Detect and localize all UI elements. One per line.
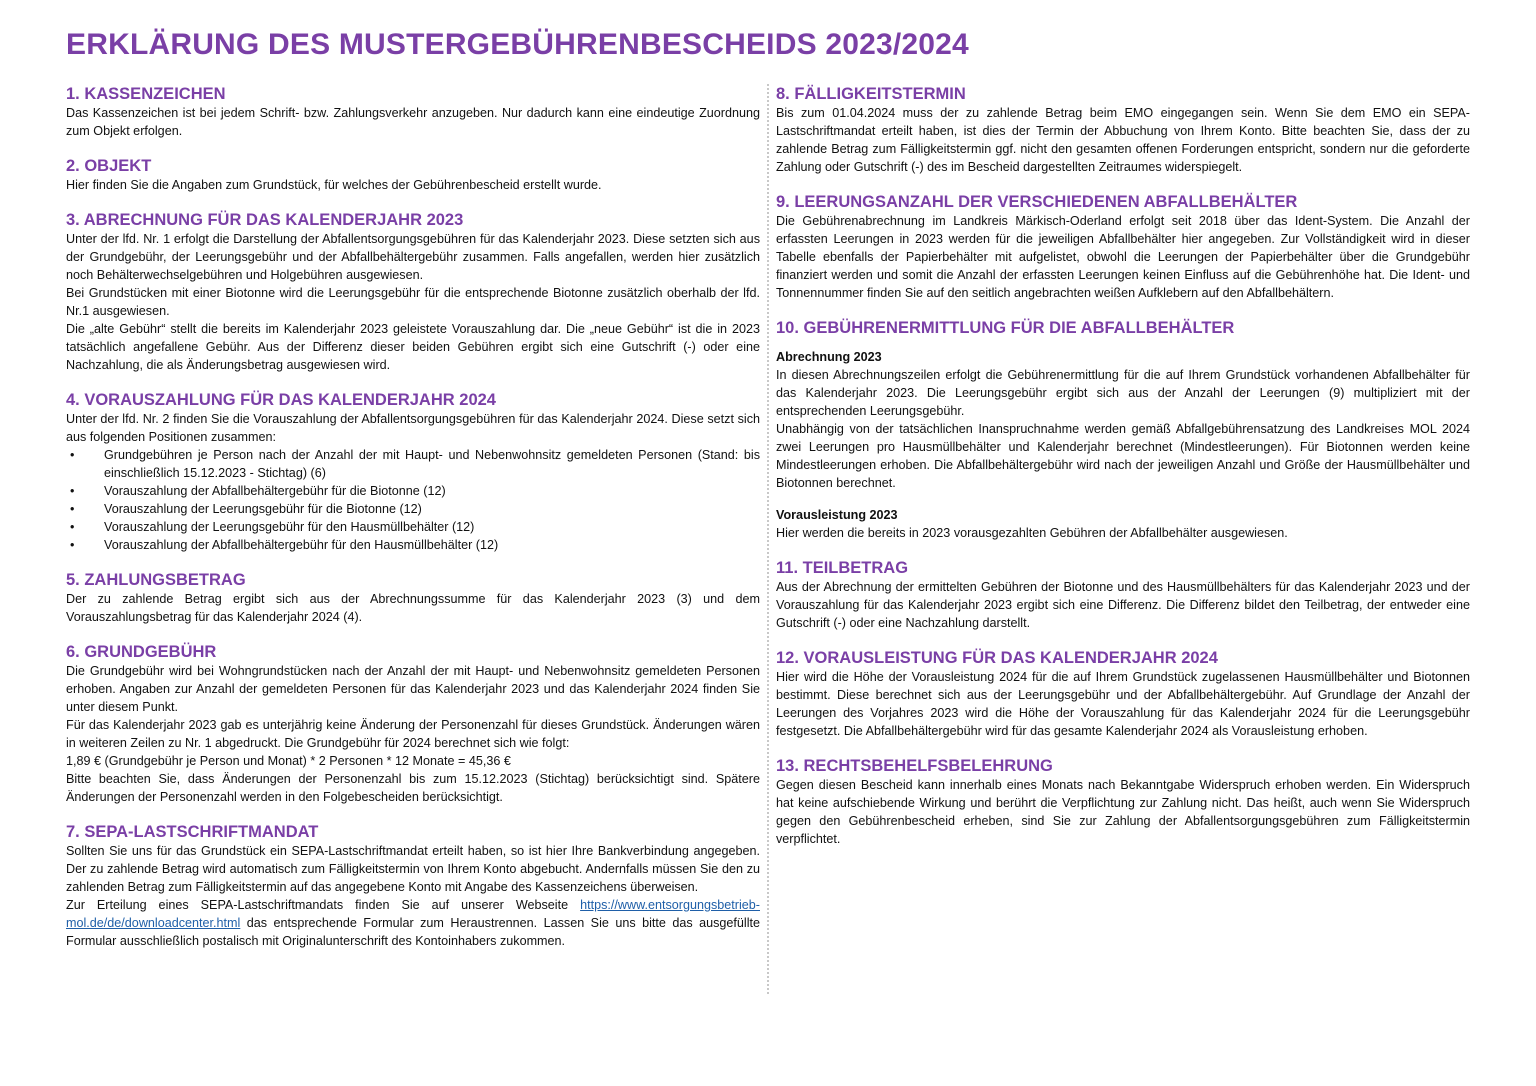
- section-heading: 8. FÄLLIGKEITSTERMIN: [776, 85, 966, 103]
- section-heading: 11. TEILBETRAG: [776, 559, 909, 577]
- section-heading: 3. ABRECHNUNG FÜR DAS KALENDERJAHR 2023: [66, 211, 464, 229]
- section-kassenzeichen: [66, 84, 760, 140]
- section-zahlungsbetrag: [66, 570, 760, 626]
- left-column: [66, 84, 760, 966]
- section-text: In diesen Abrechnungszeilen erfolgt die Gebührenermittlung für die auf Ihrem Grundstück vorhandenen Abfallbehälter für das Kalenderjahr 2023. Die Leerungsgebühr ergibt sich aus der Anzahl der Leerungen (9) multipliziert mit der entsprechenden Leerungsgebühr.: [776, 368, 1470, 418]
- section-text: Die Grundgebühr wird bei Wohngrundstücken nach der Anzahl der mit Haupt- und Nebenwohnsitz gemeldeten Personen erhoben. Angaben zur Anzahl der gemeldeten Personen für das Kalenderjahr 2023 und das Kalenderjahr 2024 finden Sie unter diesem Punkt.: [66, 664, 760, 714]
- section-heading: 1. KASSENZEICHEN: [66, 85, 226, 103]
- section-vorausleistung-2024: [776, 648, 1470, 740]
- section-heading: 2. OBJEKT: [66, 157, 152, 175]
- subheading-vorausleistung-2023: Vorausleistung 2023: [776, 508, 898, 522]
- section-heading: 12. VORAUSLEISTUNG FÜR DAS KALENDERJAHR 2024: [776, 649, 1218, 667]
- section-text: Unabhängig von der tatsächlichen Inanspruchnahme werden gemäß Abfallgebührensatzung des Landkreises MOL 2024 zwei Leerungen pro Hausmüllbehälter und Kalenderjahr berechnet (Mindestleerungen). Für Biotonnen werden keine Mindestleerungen erhoben. Die Abfallbehältergebühr wird nach der jeweiligen Anzahl und Größe der Hausmüllbehälter und Biotonnen berechnet.: [776, 422, 1470, 490]
- section-text: Bitte beachten Sie, dass Änderungen der Personenzahl bis zum 15.12.2023 (Stichtag) berücksichtigt sind. Spätere Änderungen der Personenzahl werden in den Folgebescheiden berücksichtigt.: [66, 772, 760, 804]
- section-text: Bis zum 01.04.2024 muss der zu zahlende Betrag beim EMO eingegangen sein. Wenn Sie dem EMO ein SEPA-Lastschriftmandat erteilt haben, ist dies der Termin der Abbuchung von Ihrem Konto. Bitte beachten Sie, dass der zu zahlende Betrag zum Fälligkeitstermin ggf. nicht den gesamten offenen Forderungen entspricht, sondern nur die geforderte Zahlung oder Gutschrift (-) des im Bescheid dargestellten Zeitraumes widerspiegelt.: [776, 106, 1470, 174]
- section-vorauszahlung-2024: [66, 390, 760, 554]
- subheading-abrechnung-2023: Abrechnung 2023: [776, 350, 882, 364]
- text-before-link: Zur Erteilung eines SEPA-Lastschriftmandats finden Sie auf unserer Webseite: [66, 898, 581, 912]
- section-text: Unter der lfd. Nr. 1 erfolgt die Darstellung der Abfallentsorgungsgebühren für das Kalenderjahr 2023. Diese setzten sich aus der Grundgebühr, der Leerungsgebühr und der Abfallbehältergebühr zusammen. Falls angefallen, werden hier zusätzlich noch Behälterwechselgebühren und Holgebühren ausgewiesen.: [66, 232, 760, 282]
- section-text: Aus der Abrechnung der ermittelten Gebühren der Biotonne und des Hausmüllbehälters für das Kalenderjahr 2023 und der Vorauszahlung für das Kalenderjahr 2023 ergibt sich eine Differenz. Die Differenz bildet den Teilbetrag, der entweder eine Gutschrift (-) oder eine Nachzahlung darstellt.: [776, 580, 1470, 630]
- section-text: Unter der lfd. Nr. 2 finden Sie die Vorauszahlung der Abfallentsorgungsgebühren für das Kalenderjahr 2024. Diese setzt sich aus folgenden Positionen zusammen:: [66, 412, 760, 444]
- formula-text: 1,89 € (Grundgebühr je Person und Monat) * 2 Personen * 12 Monate = 45,36 €: [66, 754, 511, 768]
- section-text: Hier wird die Höhe der Vorausleistung 2024 für die auf Ihrem Grundstück zugelassenen Hausmüllbehälter und Biotonnen bestimmt. Diese berechnet sich aus der Leerungsgebühr und der Abfallbehältergebühr. Auf Grundlage der Anzahl der Leerungen des Vorjahres 2023 wird die Höhe der Vorauszahlung für das Kalenderjahr 2024 für die Leerungsgebühr festgesetzt. Die Abfallbehältergebühr wird für das gesamte Kalenderjahr 2024 als Vorausleistung erhoben.: [776, 670, 1470, 738]
- section-heading: 13. RECHTSBEHELFSBELEHRUNG: [776, 757, 1053, 775]
- text-after-link: das entsprechende Formular zum Heraustrennen. Lassen Sie uns bitte das ausgefüllte Formular ausschließlich postalisch mit Originalunterschrift des Kontoinhabers zukommen.: [66, 916, 760, 948]
- section-text: Das Kassenzeichen ist bei jedem Schrift- bzw. Zahlungsverkehr anzugeben. Nur dadurch kann eine eindeutige Zuordnung zum Objekt erfolgen.: [66, 106, 760, 138]
- section-objekt: [66, 156, 760, 194]
- section-teilbetrag: [776, 558, 1470, 632]
- list-item: • Grundgebühren je Person nach der Anzahl der mit Haupt- und Nebenwohnsitz gemeldeten Personen (Stand: bis einschließlich 15.12.2023 - Stichtag) (6): [66, 446, 760, 482]
- section-text: Sollten Sie uns für das Grundstück ein SEPA-Lastschriftmandat erteilt haben, so ist hier Ihre Bankverbindung angegeben. Der zu zahlende Betrag wird automatisch zum Fälligkeitstermin von Ihrem Konto abgebucht. Andernfalls müssen Sie den zu zahlenden Betrag zum Fälligkeitstermin auf das angegebene Konto mit Angabe des Kassenzeichens überweisen.: [66, 844, 760, 894]
- list-item: • Vorauszahlung der Abfallbehältergebühr für die Biotonne (12): [66, 482, 760, 500]
- section-abrechnung-2023: [66, 210, 760, 374]
- section-text: Die Gebührenabrechnung im Landkreis Märkisch-Oderland erfolgt seit 2018 über das Ident-System. Die Anzahl der erfassten Leerungen in 2023 werden für die jeweiligen Abfallbehälter hier angegeben. Zur Vollständigkeit wird in dieser Tabelle ebenfalls der Papierbehälter mit aufgelistet, obwohl die Leerungen der Papierbehälter über die Grundgebühr finanziert werden und somit die Anzahl der erfassten Leerungen keinen Einfluss auf die Gebührenhöhe hat. Die Ident- und Tonnennummer finden Sie auf den seitlich angebrachten weißen Aufklebern auf den Abfallbehältern.: [776, 214, 1470, 300]
- section-text: Der zu zahlende Betrag ergibt sich aus der Abrechnungssumme für das Kalenderjahr 2023 (3) und dem Vorauszahlungsbetrag für das Kalenderjahr 2024 (4).: [66, 592, 760, 624]
- section-heading: 10. GEBÜHRENERMITTLUNG FÜR DIE ABFALLBEHÄLTER: [776, 319, 1235, 337]
- section-text: Hier finden Sie die Angaben zum Grundstück, für welches der Gebührenbescheid erstellt wurde.: [66, 178, 602, 192]
- section-text: Hier werden die bereits in 2023 vorausgezahlten Gebühren der Abfallbehälter ausgewiesen.: [776, 526, 1288, 540]
- section-faelligkeitstermin: [776, 84, 1470, 176]
- section-grundgebuehr: [66, 642, 760, 806]
- section-rechtsbehelfsbelehrung: [776, 756, 1470, 848]
- section-heading: 7. SEPA-LASTSCHRIFTMANDAT: [66, 823, 319, 841]
- section-sepa-lastschriftmandat: [66, 822, 760, 950]
- spacer: [776, 492, 1470, 506]
- list-item: • Vorauszahlung der Leerungsgebühr für den Hausmüllbehälter (12): [66, 518, 760, 536]
- section-heading: 5. ZAHLUNGSBETRAG: [66, 571, 246, 589]
- section-heading: 6. GRUNDGEBÜHR: [66, 643, 217, 661]
- list-item: • Vorauszahlung der Abfallbehältergebühr für den Hausmüllbehälter (12): [66, 536, 760, 554]
- section-leerungsanzahl: [776, 192, 1470, 302]
- section-text: Bei Grundstücken mit einer Biotonne wird die Leerungsgebühr für die entsprechende Biotonne zusätzlich oberhalb der lfd. Nr.1 ausgewiesen.: [66, 286, 760, 318]
- right-column: [776, 84, 1470, 864]
- section-text: Gegen diesen Bescheid kann innerhalb eines Monats nach Bekanntgabe Widerspruch erhoben werden. Ein Widerspruch hat keine aufschiebende Wirkung und berührt die Verpflichtung zur Zahlung nicht. Das heißt, auch wenn Sie Widerspruch gegen den Gebührenbescheid erheben, sind Sie zur Zahlung der Abfallentsorgungsgebühren zum Fälligkeitstermin verpflichtet.: [776, 778, 1470, 846]
- section-gebuehrenermittlung: [776, 318, 1470, 542]
- downloadcenter-link[interactable]: https://www.entsorgungsbetrieb-mol.de/de/downloadcenter.html: [66, 898, 760, 930]
- page-title: ERKLÄRUNG DES MUSTERGEBÜHRENBESCHEIDS 2023/2024: [66, 28, 969, 61]
- section-heading: 9. LEERUNGSANZAHL DER VERSCHIEDENEN ABFALLBEHÄLTER: [776, 193, 1298, 211]
- section-heading: 4. VORAUSZAHLUNG FÜR DAS KALENDERJAHR 2024: [66, 391, 496, 409]
- column-divider: [767, 84, 769, 994]
- section-text: [66, 896, 760, 950]
- position-list: [66, 446, 760, 554]
- section-text: Für das Kalenderjahr 2023 gab es unterjährig keine Änderung der Personenzahl für dieses Grundstück. Änderungen wären in weiteren Zeilen zu Nr. 1 abgedruckt. Die Grundgebühr für 2024 berechnet sich wie folgt:: [66, 718, 760, 750]
- list-item: • Vorauszahlung der Leerungsgebühr für die Biotonne (12): [66, 500, 760, 518]
- section-text: Die „alte Gebühr“ stellt die bereits im Kalenderjahr 2023 geleistete Vorauszahlung dar. Die „neue Gebühr“ ist die in 2023 tatsächlich angefallene Gebühr. Aus der Differenz dieser beiden Gebühren ergibt sich eine Gutschrift (-) oder eine Nachzahlung, die als Änderungsbetrag ausgewiesen wird.: [66, 322, 760, 372]
